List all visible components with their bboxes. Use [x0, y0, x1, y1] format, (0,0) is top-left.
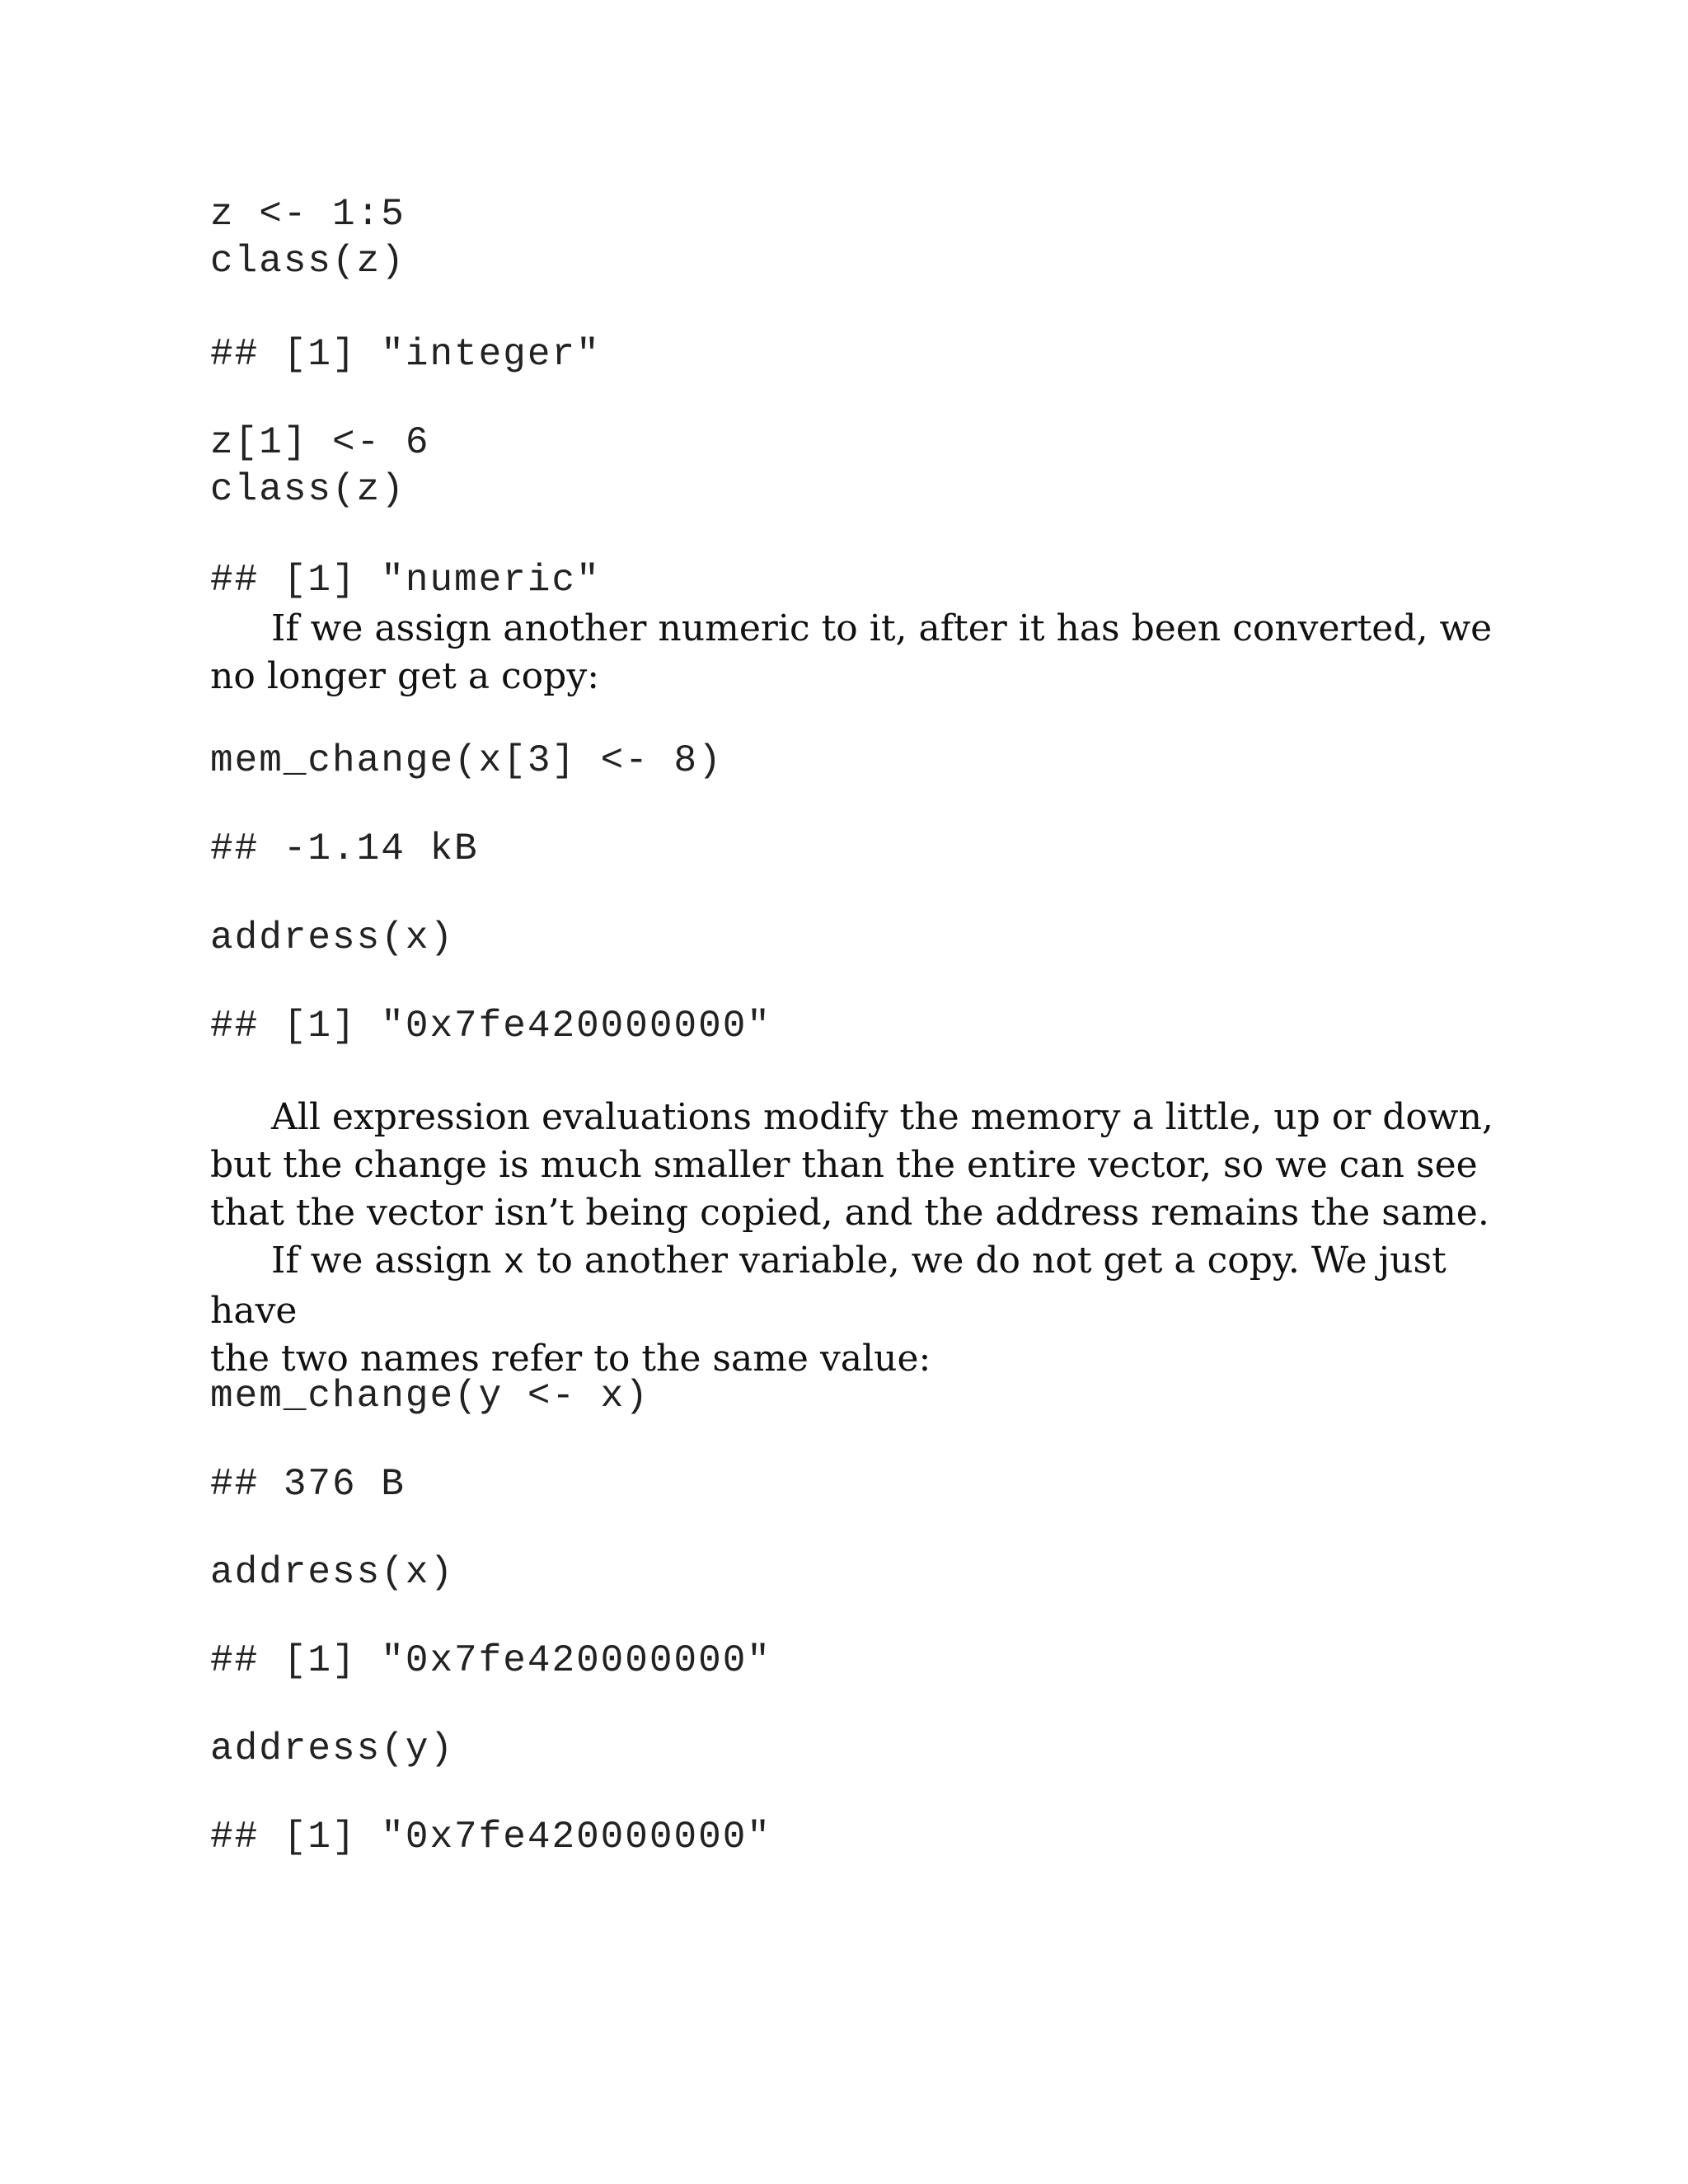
output-block-5 — [210, 1461, 406, 1508]
code-block-1 — [210, 191, 406, 285]
output-block-2 — [210, 557, 601, 604]
paragraph-line: the two names refer to the same value: — [210, 1338, 931, 1380]
paragraph-line: no longer get a copy: — [210, 655, 600, 697]
code-block-6 — [210, 1549, 454, 1596]
paragraph-line — [210, 1237, 1512, 1335]
code-line: z[1] <- 6 — [210, 421, 430, 464]
paragraph-line — [210, 605, 1492, 653]
code-line: class(z) — [210, 468, 406, 511]
code-line: mem_change(x[3] <- 8) — [210, 739, 723, 782]
output-block-4 — [210, 1003, 771, 1050]
code-block-4 — [210, 915, 454, 962]
output-line: ## [1] "0x7fe420000000" — [210, 1639, 771, 1682]
inline-code: x — [503, 1243, 525, 1284]
code-block-7 — [210, 1726, 454, 1773]
code-block-3 — [210, 738, 723, 785]
output-line: ## [1] "integer" — [210, 333, 601, 376]
output-line: ## -1.14 kB — [210, 827, 479, 870]
paragraph-1 — [210, 605, 1492, 701]
output-block-7 — [210, 1814, 771, 1861]
output-block-6 — [210, 1638, 771, 1685]
code-line: address(x) — [210, 916, 455, 959]
code-block-2 — [210, 419, 429, 513]
paragraph-text: If we assign another numeric to it, after it has been converted, we — [271, 607, 1493, 649]
output-line: ## 376 B — [210, 1463, 406, 1506]
code-line: address(y) — [210, 1727, 455, 1770]
output-line: ## [1] "numeric" — [210, 559, 601, 602]
paragraph-line: but the change is much smaller than the entire vector, so we can see — [210, 1144, 1478, 1186]
code-block-5 — [210, 1373, 649, 1420]
paragraph-line: that the vector isn’t being copied, and the address remains the same. — [210, 1192, 1489, 1234]
code-line: z <- 1:5 — [210, 193, 406, 236]
paragraph-text: to another variable, we do not get a copy. We just have — [210, 1240, 1447, 1332]
paragraph-text: If we assign — [271, 1240, 504, 1282]
paragraph-3 — [210, 1237, 1512, 1383]
code-line: mem_change(y <- x) — [210, 1375, 649, 1418]
output-block-3 — [210, 826, 479, 873]
output-block-1 — [210, 331, 601, 378]
paragraph-text: All expression evaluations modify the memory a little, up or down, — [271, 1096, 1493, 1138]
output-line: ## [1] "0x7fe420000000" — [210, 1816, 771, 1858]
code-line: class(z) — [210, 240, 406, 283]
code-line: address(x) — [210, 1551, 455, 1594]
paragraph-2 — [210, 1094, 1493, 1237]
paragraph-line — [210, 1094, 1493, 1141]
output-line: ## [1] "0x7fe420000000" — [210, 1005, 771, 1047]
